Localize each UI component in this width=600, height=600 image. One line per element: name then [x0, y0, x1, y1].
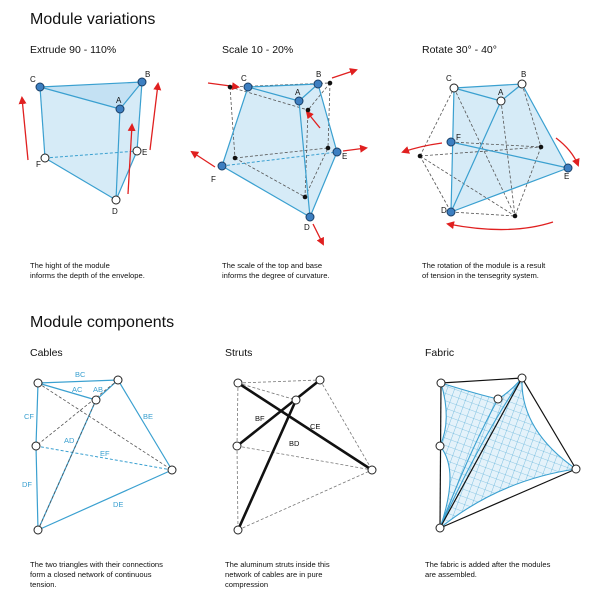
caption-line: form a closed network of continuous [30, 570, 152, 579]
caption-line: are assembled. [425, 570, 477, 579]
cable-label-DF: DF [22, 480, 32, 489]
label-E: E [142, 148, 148, 157]
caption-line: The fabric is added after the modules [425, 560, 551, 569]
cable-label-AD: AD [64, 436, 75, 445]
caption-line: compression [225, 580, 269, 589]
node-D [436, 524, 444, 532]
node-B [518, 374, 526, 382]
cable-label-AB: AB [93, 385, 104, 394]
rotate-title: Rotate 30° - 40° [422, 44, 497, 56]
node-C [437, 379, 445, 387]
label-E: E [564, 172, 570, 181]
caption-line: The two triangles with their connections [30, 560, 163, 569]
frame-edge [441, 378, 522, 383]
caption-line: informs the degree of curvature. [222, 271, 330, 280]
caption-line: informs the depth of the envelope. [30, 271, 145, 280]
module-components-title: Module components [30, 314, 175, 331]
caption-line: The hight of the module [30, 261, 110, 270]
cables-title: Cables [30, 347, 63, 359]
label-A: A [295, 88, 301, 97]
label-B: B [145, 70, 151, 79]
label-F: F [456, 133, 461, 142]
caption-line: network of cables are in pure [225, 570, 323, 579]
cable-label-DE: DE [113, 500, 124, 509]
cable-label-CF: CF [24, 412, 34, 421]
strut-label-BF: BF [255, 414, 265, 423]
label-B: B [521, 70, 527, 79]
extrude-title: Extrude 90 - 110% [30, 44, 117, 56]
label-D: D [441, 206, 447, 215]
label-E: E [342, 152, 348, 161]
cable-label-BC: BC [75, 370, 86, 379]
label-F: F [36, 160, 41, 169]
label-D: D [112, 207, 118, 216]
fabric-module [436, 374, 580, 532]
caption-line: of tension in the tensegrity system. [422, 271, 539, 280]
label-C: C [241, 74, 247, 83]
node-A [494, 395, 502, 403]
strut-label-CE: CE [310, 422, 321, 431]
label-F: F [211, 175, 216, 184]
fabric-title: Fabric [425, 347, 455, 359]
cable-label-EF: EF [100, 449, 110, 458]
scale-title: Scale 10 - 20% [222, 44, 294, 56]
struts-title: Struts [225, 347, 253, 359]
label-A: A [498, 88, 504, 97]
caption-line: tension. [30, 580, 57, 589]
cable-label-BE: BE [143, 412, 154, 421]
strut-label-BD: BD [289, 439, 300, 448]
caption-line: The rotation of the module is a result [422, 261, 546, 270]
label-C: C [446, 74, 452, 83]
label-C: C [30, 75, 36, 84]
caption-line: The aluminum struts inside this [225, 560, 330, 569]
module-variations-title: Module variations [30, 11, 156, 28]
label-D: D [304, 223, 310, 232]
cable-label-AC: AC [72, 385, 83, 394]
frame-edge [440, 383, 441, 528]
node-E [572, 465, 580, 473]
caption-line: The scale of the top and base [222, 261, 323, 270]
node-F [436, 442, 444, 450]
label-B: B [316, 70, 322, 79]
label-A: A [116, 96, 122, 105]
